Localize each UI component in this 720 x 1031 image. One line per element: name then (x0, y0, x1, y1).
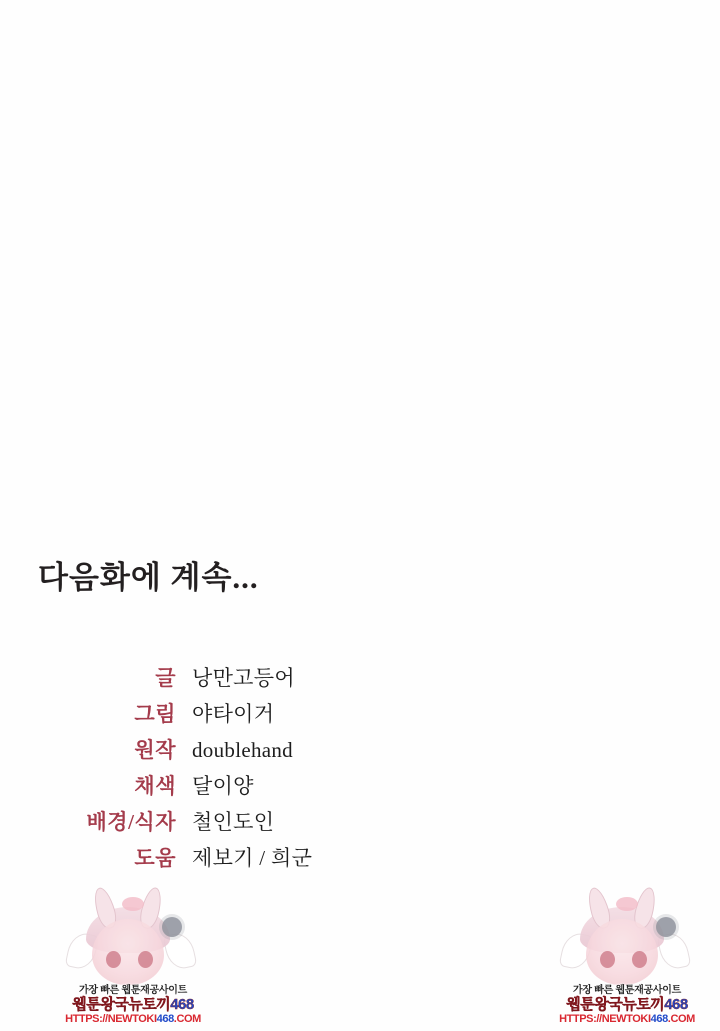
head-shape (586, 919, 658, 985)
watermark-url-number: 468 (156, 1012, 174, 1025)
credit-role: 도움 (134, 846, 176, 870)
watermark-tagline: 가장 빠른 웹툰재공사이트 (79, 985, 187, 997)
eye-shape (138, 951, 153, 968)
credit-name: doublehand (192, 738, 293, 762)
credit-role: 그림 (134, 702, 176, 726)
credit-name: 낭만고등어 (192, 666, 295, 690)
mascot-character-icon (560, 893, 690, 989)
credits-list (40, 662, 380, 878)
watermark-site-name (48, 997, 218, 1012)
gear-icon (656, 917, 676, 937)
watermark-left (48, 891, 218, 1031)
eye-shape (106, 951, 121, 968)
watermark-url-number: 468 (650, 1012, 668, 1025)
eye-shape (632, 951, 647, 968)
gear-icon (162, 917, 182, 937)
watermark-site-name-text: 웹툰왕국뉴토끼 (566, 996, 665, 1014)
credit-row (40, 842, 380, 869)
watermark-site-name-text: 웹툰왕국뉴토끼 (72, 996, 171, 1014)
credit-name: 철인도인 (192, 810, 275, 834)
watermark-url (48, 1014, 218, 1025)
credit-name: 제보기 / 희군 (192, 846, 313, 870)
watermark-right (542, 891, 712, 1031)
credit-row (40, 806, 380, 833)
credit-row (40, 734, 380, 761)
watermark-tagline: 가장 빠른 웹툰재공사이트 (573, 985, 681, 997)
watermark-site-name (542, 997, 712, 1012)
head-shape (92, 919, 164, 985)
credit-row (40, 662, 380, 689)
watermark-url-text: HTTPS://NEWTOKI (559, 1012, 651, 1025)
watermark-banner (542, 986, 712, 1025)
credit-role: 배경/식자 (86, 810, 176, 834)
credit-row (40, 770, 380, 797)
watermark-banner (48, 986, 218, 1025)
watermark-url-suffix: .COM (667, 1012, 695, 1025)
credit-row (40, 698, 380, 725)
credit-name: 달이양 (192, 774, 254, 798)
watermark-url-suffix: .COM (173, 1012, 201, 1025)
credit-role: 채색 (134, 774, 176, 798)
watermark-site-number: 468 (664, 996, 688, 1014)
bow-icon (122, 897, 144, 911)
mascot-character-icon (66, 893, 196, 989)
watermark-url (542, 1014, 712, 1025)
eye-shape (600, 951, 615, 968)
watermark-site-number: 468 (170, 996, 194, 1014)
credit-role: 원작 (134, 738, 176, 762)
bow-icon (616, 897, 638, 911)
watermark-url-text: HTTPS://NEWTOKI (65, 1012, 157, 1025)
credit-role: 글 (155, 666, 176, 690)
to-be-continued-text: 다음화에 계속... (38, 560, 259, 595)
credit-name: 야타이거 (192, 702, 275, 726)
